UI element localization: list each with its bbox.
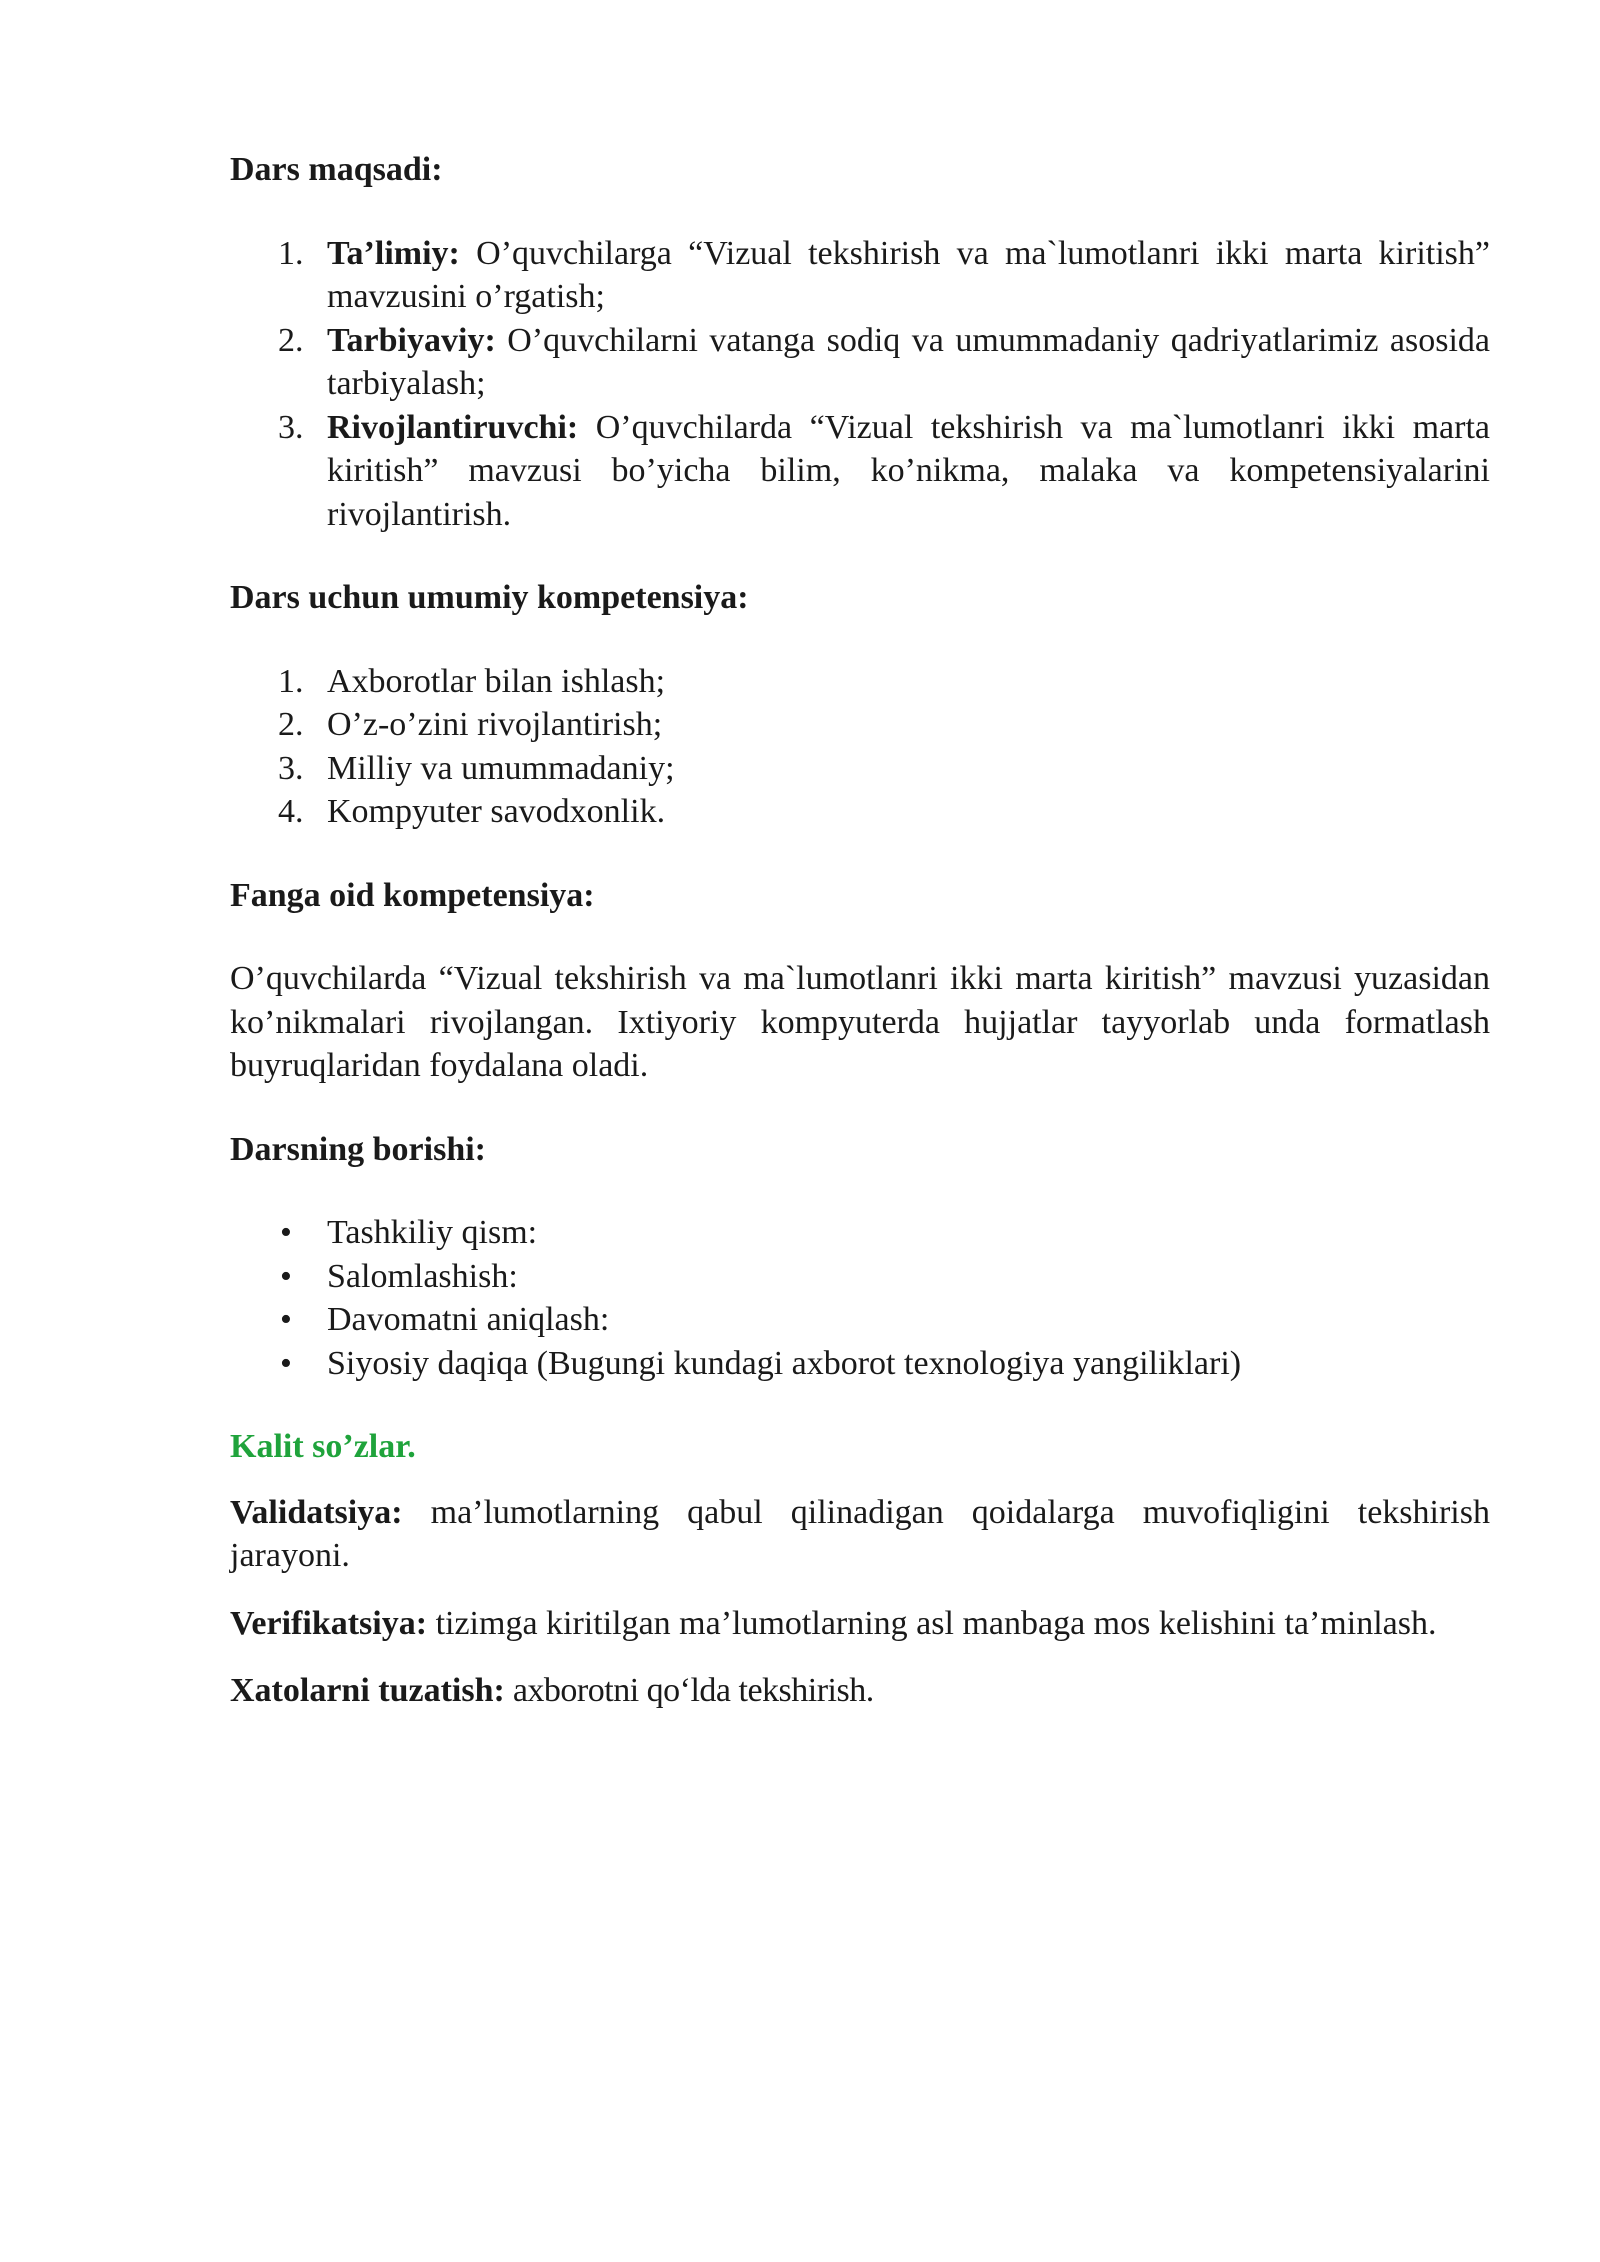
document-page [230, 148, 1490, 1713]
list-item [230, 1255, 1490, 1299]
goals-list [230, 232, 1490, 537]
keyword-term: Xatolarni tuzatish: [230, 1672, 505, 1709]
list-item [230, 703, 1490, 747]
list-item [230, 406, 1490, 537]
lesson-flow-list [230, 1211, 1490, 1385]
keyword-entry [230, 1491, 1490, 1578]
list-item [230, 319, 1490, 406]
bullet-icon: • [280, 1344, 292, 1382]
keyword-term: Validatsiya: [230, 1493, 403, 1531]
bullet-icon: • [280, 1257, 292, 1295]
list-number: 4. [278, 793, 304, 830]
list-item-text: Kompyuter savodxonlik. [327, 793, 666, 830]
list-item [230, 790, 1490, 834]
list-item [230, 1342, 1490, 1386]
lesson-flow-heading: Darsning borishi: [230, 1130, 486, 1168]
goal-text: O’quvchilarda “Vizual tekshirish va ma`lumotlanri ikki marta kiritish” mavzusi bo’yicha bilim, ko’nikma, malaka va kompetensiyalarini rivojlantirish. [327, 408, 1490, 533]
list-item [230, 660, 1490, 704]
bullet-icon: • [280, 1301, 292, 1338]
goal-label: Ta’limiy: [327, 234, 460, 272]
keyword-definition: tizimga kiritilgan ma’lumotlarning asl manbaga mos kelishini ta’minlash. [427, 1604, 1437, 1642]
goal-text: O’quvchilarni vatanga sodiq va umummadaniy qadriyatlarimiz asosida tarbiyalash; [327, 321, 1490, 402]
list-item-text: Tashkiliy qism: [327, 1214, 538, 1251]
keyword-term: Verifikatsiya: [230, 1604, 428, 1642]
list-item [230, 232, 1490, 319]
general-competence-heading: Dars uchun umumiy kompetensiya: [230, 579, 749, 616]
list-item-text: Siyosiy daqiqa (Bugungi kundagi axborot texnologiya yangiliklari) [327, 1344, 1242, 1382]
list-item [230, 747, 1490, 791]
list-item [230, 1298, 1490, 1342]
subject-competence-heading: Fanga oid kompetensiya: [230, 876, 595, 914]
list-number: 3. [278, 749, 304, 787]
list-item-text: Milliy va umummadaniy; [327, 749, 675, 787]
list-number: 2. [278, 321, 304, 359]
keyword-definition: ma’lumotlarning qabul qilinadigan qoidalarga muvofiqligini tekshirish jarayoni. [230, 1493, 1490, 1574]
goal-text: O’quvchilarga “Vizual tekshirish va ma`lumotlanri ikki marta kiritish” mavzusini o’rgatish; [327, 234, 1490, 315]
list-item-text: Salomlashish: [327, 1257, 518, 1295]
keywords-heading: Kalit so’zlar. [230, 1428, 416, 1465]
list-item-text: O’z-o’zini rivojlantirish; [327, 706, 663, 743]
list-number: 1. [278, 662, 304, 700]
subject-competence-text: O’quvchilarda “Vizual tekshirish va ma`lumotlanri ikki marta kiritish” mavzusi yuzasidan ko’nikmalari rivojlangan. Ixtiyoriy kompyuterda hujjatlar tayyorlab unda formatlash buyruqlaridan foydalana oladi. [230, 960, 1490, 1084]
list-number: 1. [278, 234, 304, 272]
list-number: 2. [278, 706, 304, 743]
keyword-definition: axborotni qo‘lda tekshirish. [504, 1672, 874, 1709]
bullet-icon: • [280, 1214, 292, 1251]
list-item-text: Axborotlar bilan ishlash; [327, 662, 666, 700]
list-item [230, 1211, 1490, 1255]
keyword-entry [230, 1669, 1490, 1713]
goal-label: Tarbiyaviy: [327, 321, 496, 359]
keyword-entry [230, 1602, 1490, 1646]
goals-heading: Dars maqsadi: [230, 151, 443, 188]
list-item-text: Davomatni aniqlash: [327, 1301, 610, 1338]
goal-label: Rivojlantiruvchi: [327, 408, 579, 446]
list-number: 3. [278, 408, 304, 446]
general-competence-list [230, 660, 1490, 834]
